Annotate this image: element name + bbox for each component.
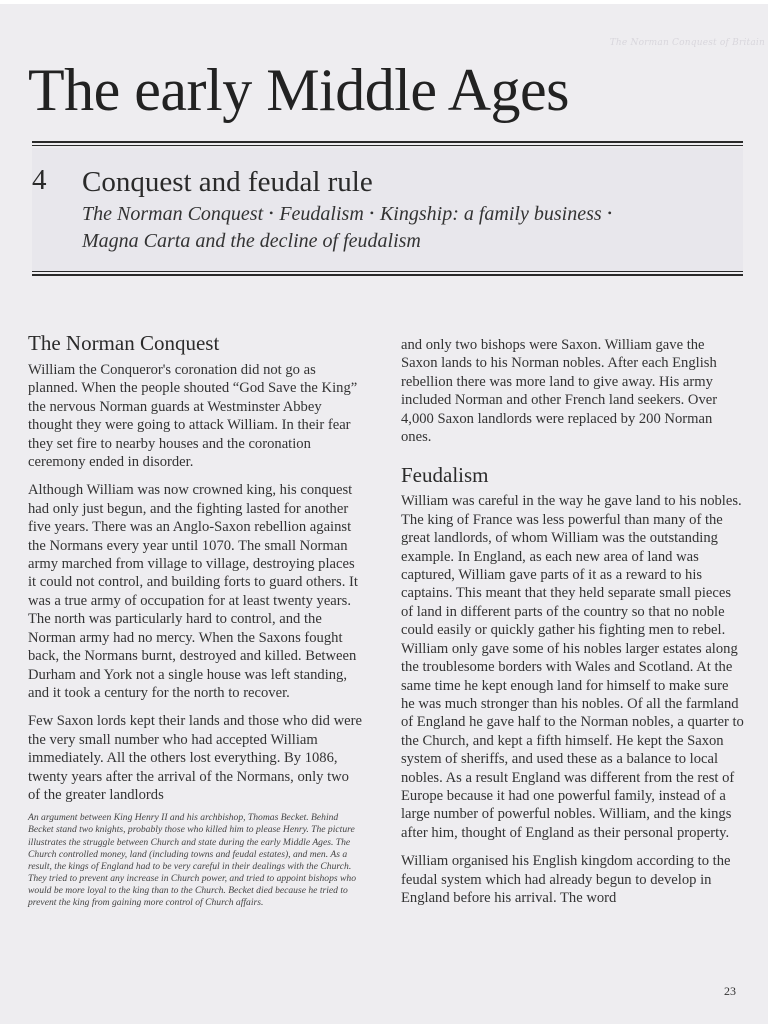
topic-kingship: Kingship: a family business (379, 203, 602, 225)
chapter-topics (82, 202, 702, 254)
topic-separator: • (369, 206, 374, 220)
paragraph: William organised his English kingdom according to the feudal system which had already begun to develop in England before his arrival. The word (401, 853, 731, 906)
paragraph: and only two bishops were Saxon. William gave the Saxon lands to his Norman nobles. After each English rebellion there was more land to give away. His army included Norman and other French land seekers. Over 4,000 Saxon landlords were replaced by 200 Norman ones. (401, 337, 718, 446)
chapter-number: 4 (32, 164, 47, 196)
left-column (28, 330, 364, 909)
chapter-title: Conquest and feudal rule (82, 166, 373, 198)
image-caption: An argument between King Henry II and his archbishop, Thomas Becket. Behind Becket stand two knights, probably those who killed him to please Henry. The picture illustrates the struggle between Church and state during the early Middle Ages. The Church controlled money, land (including towns and feudal estates), and men. As a result, the kings of England had to be very careful in their dealings with the Church. They tried to prevent any increase in Church power, and tried to appoint bishops who would be more loyal to the king than to the Church. Becket died because he tried to prevent the king from gaining more control of Church affairs. (28, 812, 357, 908)
page-number: 23 (724, 984, 736, 998)
header-rule-bottom (32, 271, 743, 276)
topic-feudalism: Feudalism (279, 203, 364, 225)
paragraph: William was careful in the way he gave land to his nobles. The king of France was less powerful than many of the great landlords, of whom William was the outstanding example. In England, as each new area of land was captured, William gave parts of it as a reward to his captains. This meant that they held separate small pieces of land in different parts of the country so that no noble could easily or quickly gather his fighting men to rebel. William only gave some of his nobles larger estates along the troublesome borders with Wales and Scotland. At the same time he kept enough land for himself to make sure he was much stronger than his nobles. Of all the farmland of England he gave half to the Norman nobles, a quarter to the Church, and kept a fifth himself. He kept the Saxon system of sheriffs, and used these as a balance to local nobles. As a result England was different from the rest of Europe because it had one powerful family, instead of a large number of powerful nobles. William, and the kings after him, thought of England as their personal property. (401, 493, 744, 841)
paragraph: Although William was now crowned king, his conquest had only just begun, and the fighting lasted for another five years. There was an Anglo-Saxon rebellion against the Normans every year until 1070. The small Norman army marched from village to village, destroying places it could not control, and building forts to guard others. It was a true army of occupation for at least twenty years. The north was particularly hard to control, and the Norman army had no mercy. When the Saxons fought back, the Normans burnt, destroyed and killed. Between Durham and York not a single house was left standing, and it took a century for the north to recover. (28, 482, 358, 701)
topic-separator: • (607, 206, 612, 220)
paragraph: Few Saxon lords kept their lands and those who did were the very small number who had accepted William immediately. All the others lost everything. By 1086, twenty years after the arrival of the Normans, only two of the greater landlords (28, 713, 362, 803)
running-head: The Norman Conquest of Britain (609, 38, 765, 48)
section-heading-norman-conquest: The Norman Conquest (28, 331, 220, 355)
page-edge (0, 0, 768, 4)
header-rule-top (32, 141, 743, 146)
page-title: The early Middle Ages (28, 57, 570, 123)
topic-separator: • (269, 206, 274, 220)
section-heading-feudalism: Feudalism (401, 463, 489, 488)
right-column (401, 336, 744, 917)
topic-norman-conquest: The Norman Conquest (82, 203, 264, 225)
topic-magna-carta: Magna Carta and the decline of feudalism (82, 230, 421, 252)
paragraph: William the Conqueror's coronation did not go as planned. When the people shouted “God Save the King” the nervous Norman guards at Westminster Abbey thought they were going to attack William. In their fear they set fire to nearby houses and the coronation ceremony ended in disorder. (28, 362, 358, 471)
